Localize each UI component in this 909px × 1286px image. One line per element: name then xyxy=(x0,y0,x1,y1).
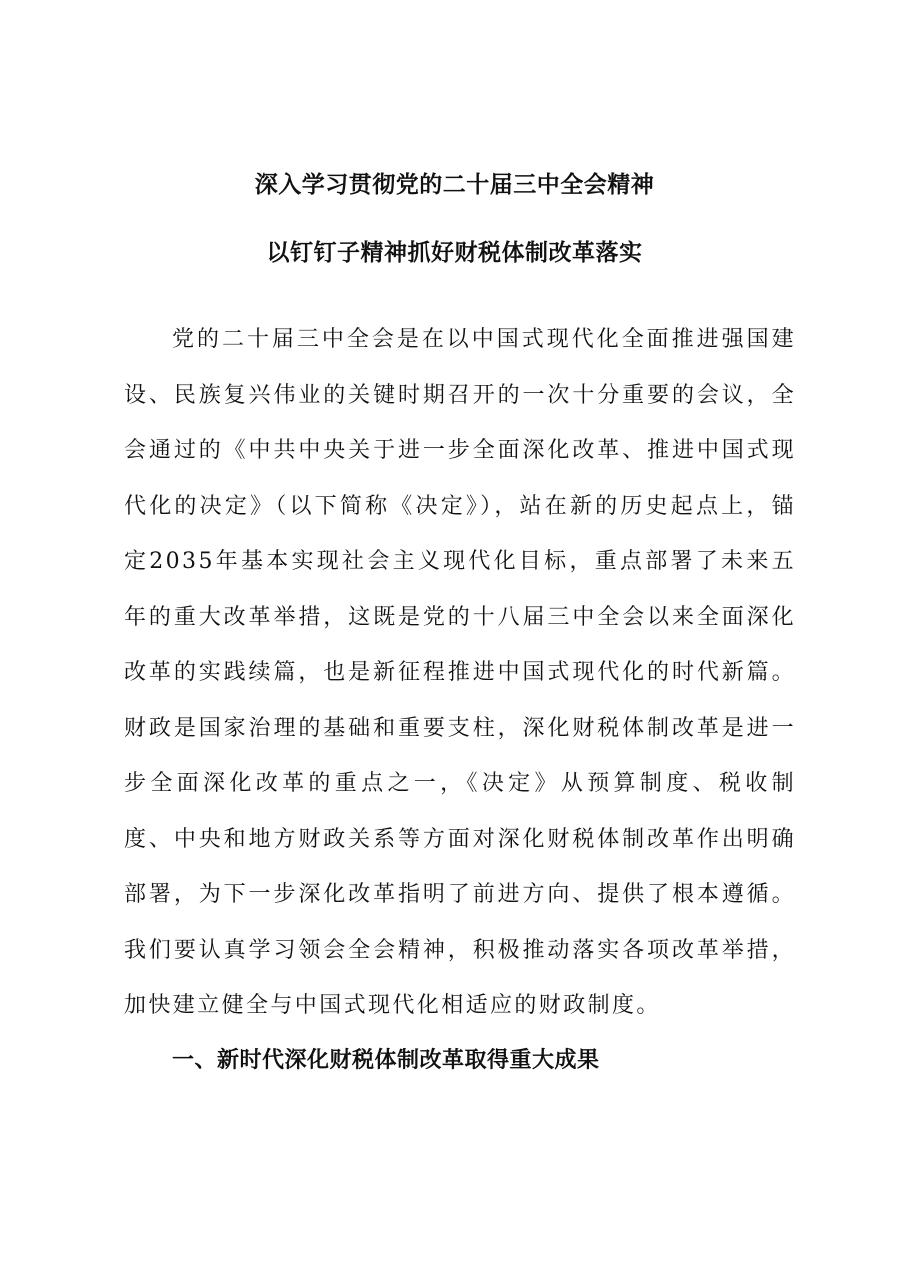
document-title-line-2: 以钉钉子精神抓好财税体制改革落实 xyxy=(266,239,643,266)
section-heading-1: 一、新时代深化财税体制改革取得重大成果 xyxy=(172,1048,600,1073)
body-paragraph-1: 党的二十届三中全会是在以中国式现代化全面推进强国建设、民族复兴伟业的关键时期召开的一次十分重要的会议，全会通过的《中共中央关于进一步全面深化改革、推进中国式现代化的决定》（以下简称《决定》），站在新的历史起点上，锚定2035年基本实现社会主义现代化目标，重点部署了未来五年的重大改革举措，这既是党的十八届三中全会以来全面深化改革的实践续篇，也是新征程推进中国式现代化的时代新篇。财政是国家治理的基础和重要支柱，深化财税体制改革是进一步全面深化改革的重点之一，《决定》从预算制度、税收制度、中央和地方财政关系等方面对深化财税体制改革作出明确部署，为下一步深化改革指明了前进方向、提供了根本遵循。我们要认真学习领会全会精神，积极推动落实各项改革举措，加快建立健全与中国式现代化相适应的财政制度。 xyxy=(124,327,796,1018)
document-title-line-1: 深入学习贯彻党的二十届三中全会精神 xyxy=(254,171,655,198)
